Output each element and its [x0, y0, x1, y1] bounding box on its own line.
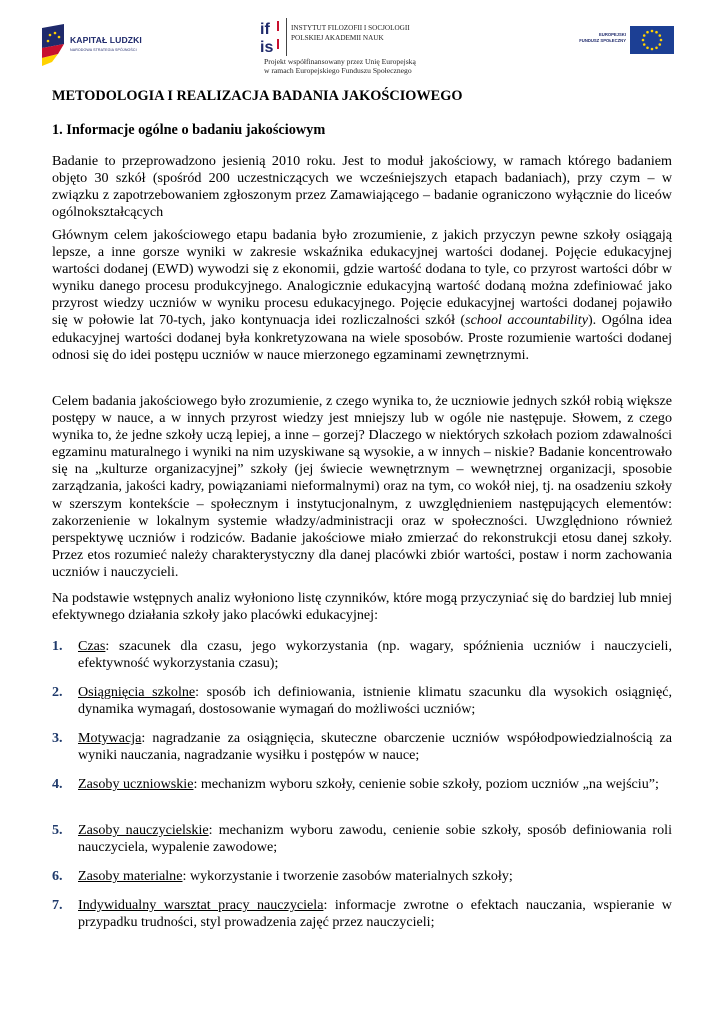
efs-label-line1: EUROPEJSKI	[599, 32, 626, 37]
paragraph-2-text-a: Głównym celem jakościowego etapu badania było zrozumienie, z jakich przyczyn pewne szkoły osiągają lepsze, a inne gorsze wyniki w zakresie wskaźnika edukacyjnej wartości dodanej. Pojęcie edukacyjnej wartości dodanej (EWD) wywodzi się z ekonomii, gdzie wartość dodana to tyle, co przyrost wartości dóbr w wyniku danego procesu produkcyjnego. Analogicznie edukacyjną wartość dodaną można zdefiniować jako przyrost wiedzy uczniów w wyniku procesu edukacyjnego. Pojęcie edukacyjnej wartości dodanej pojawiło się w połowie lat 70-tych, jako kontynuacja idei rozliczalności szkół (	[52, 227, 672, 329]
paragraph-3: Celem badania jakościowego było zrozumienie, z czego wynika to, że uczniowie jednych szkół robią większe postępy w nauce, a w innych przyrost wiedzy jest mniejszy lub w ogóle nie następuje. Słowem, z czego wynika to, że jedne szkoły uczą lepiej, a inne – gorzej? Dlaczego w niektórych szkołach poziom zdawalności egzaminu maturalnego i wyniki na nim uzyskiwane są wysokie, a w innych – niskie? Badanie koncentrowało się na „kulturze organizacyjnej” szkoły (jej świecie wewnętrznym – wewnętrznej organizacji, sposobie zarządzania, jakości kadry, powiązaniami nieformalnymi) oraz na tym, co wokół niej, tj. na osadzeniu szkoły w szerszym kontekście – społecznym i instytucjonalnym, z uwzględnieniem następujących elementów: zakorzenienie w lokalnym systemie władzy/administracji oraz w społeczności. Uwzględniono również perspektywę uczniów i rodziców. Badanie jakościowe miało zmierzać do rekonstrukcji etosu danej szkoły. Przez etos rozumieć należy charakterystyczny dla danej placówki zbiór wartości, postaw i norm zachowania uczniów i nauczycieli.	[52, 393, 672, 580]
factor-term: Indywidualny warsztat pracy nauczyciela	[78, 897, 324, 913]
factor-number: 4.	[52, 776, 63, 792]
ifis-name	[291, 24, 410, 43]
factor-number: 1.	[52, 638, 63, 654]
factor-description: : sposób ich definiowania, istnienie klimatu szacunku dla wysokich osiągnięć, dynamika wymagań, dostosowanie wymagań do możliwości uczniów;	[78, 684, 672, 718]
page-header	[0, 14, 725, 86]
eu-flag-icon	[630, 26, 674, 54]
factor-number: 5.	[52, 822, 63, 838]
factor-text	[78, 822, 672, 856]
factor-description: : nagradzanie za osiągnięcia, skuteczne obarczenie uczniów współodpowiedzialnością za wyniki nauczania, nagradzanie wysiłku i postępów w nauce;	[78, 730, 672, 764]
kapital-ludzki-flag-icon	[40, 24, 66, 68]
ifis-logo-block	[259, 18, 459, 58]
paragraph-2	[52, 227, 672, 364]
document-title: METODOLOGIA I REALIZACJA BADANIA JAKOŚCIOWEGO	[52, 88, 463, 104]
factor-term: Motywacja	[78, 730, 142, 746]
factor-term: Zasoby materialne	[78, 868, 183, 884]
paragraph-2-text-b: ). Ogólna idea edukacyjnej wartości dodanej była konkretyzowana na wiele sposobów. Proste rozumienie wartości dodanej odnosi się do idei postępu uczniów w nauce mierzonego egzaminami zewnętrznymi.	[52, 312, 672, 363]
kapital-ludzki-subtitle: NARODOWA STRATEGIA SPÓJNOŚCI	[70, 48, 137, 52]
svg-text:if: if	[260, 21, 270, 38]
ifis-divider	[286, 18, 287, 56]
factor-description: : mechanizm wyboru szkoły, cenienie sobie szkoły, poziom uczniów „na wejściu”;	[193, 776, 659, 792]
factor-term: Zasoby uczniowskie	[78, 776, 194, 792]
kapital-ludzki-logo	[40, 24, 170, 70]
efs-logo	[562, 26, 682, 56]
paragraph-2-italic: school accountability	[465, 312, 588, 329]
factor-description: : informacje zwrotne o efektach nauczania, wspieranie w przypadku trudności, styl prowadzenia zajęć przez nauczycieli;	[78, 897, 672, 931]
project-note-line2: w ramach Europejskiego Funduszu Społecznego	[264, 66, 412, 76]
factor-term: Zasoby nauczycielskie	[78, 822, 209, 838]
factor-number: 6.	[52, 868, 63, 884]
factor-text	[78, 638, 672, 672]
factor-number: 7.	[52, 897, 63, 913]
factor-text	[78, 684, 672, 718]
kapital-ludzki-title: KAPITAŁ LUDZKI	[70, 35, 142, 45]
paragraph-4: Na podstawie wstępnych analiz wyłoniono listę czynników, które mogą przyczyniać się do bardziej lub mniej efektywnego działania szkoły jako placówki edukacyjnej:	[52, 590, 672, 624]
factor-description: : szacunek dla czasu, jego wykorzystania (np. wagary, spóźnienia uczniów i nauczycieli, efektywność wykorzystania czasu);	[78, 638, 672, 672]
factor-text	[78, 730, 672, 764]
ifis-name-line2: POLSKIEJ AKADEMII NAUK	[291, 33, 384, 42]
ifis-name-line1: INSTYTUT FILOZOFII I SOCJOLOGII	[291, 24, 410, 32]
section-heading: 1. Informacje ogólne o badaniu jakościowym	[52, 122, 326, 138]
project-funding-note	[264, 57, 416, 76]
factor-term: Czas	[78, 638, 106, 654]
ifis-logo-icon	[259, 18, 283, 56]
factor-text	[78, 897, 672, 931]
factor-text	[78, 868, 672, 885]
factor-description: : mechanizm wyboru zawodu, cenienie sobie szkoły, sposób definiowania roli nauczyciela, wypalenie zawodowe;	[78, 822, 673, 856]
factor-number: 2.	[52, 684, 63, 700]
project-note-line1: Projekt współfinansowany przez Unię Europejską	[264, 57, 416, 66]
factor-term: Osiągnięcia szkolne	[78, 684, 196, 700]
factor-description: : wykorzystanie i tworzenie zasobów materialnych szkoły;	[182, 868, 513, 884]
factor-text	[78, 776, 672, 793]
paragraph-1: Badanie to przeprowadzono jesienią 2010 roku. Jest to moduł jakościowy, w ramach którego badaniem objęto 30 szkół (spośród 200 uczestniczących we wcześniejszych etapach badaniach), przy czym – w związku z zapotrzebowaniem zgłoszonym przez Zamawiającego – badanie ograniczono wyłącznie do liceów ogólnokształcących	[52, 153, 672, 221]
factor-number: 3.	[52, 730, 63, 746]
svg-text:is: is	[260, 39, 274, 56]
efs-label-line2: FUNDUSZ SPOŁECZNY	[579, 38, 626, 43]
